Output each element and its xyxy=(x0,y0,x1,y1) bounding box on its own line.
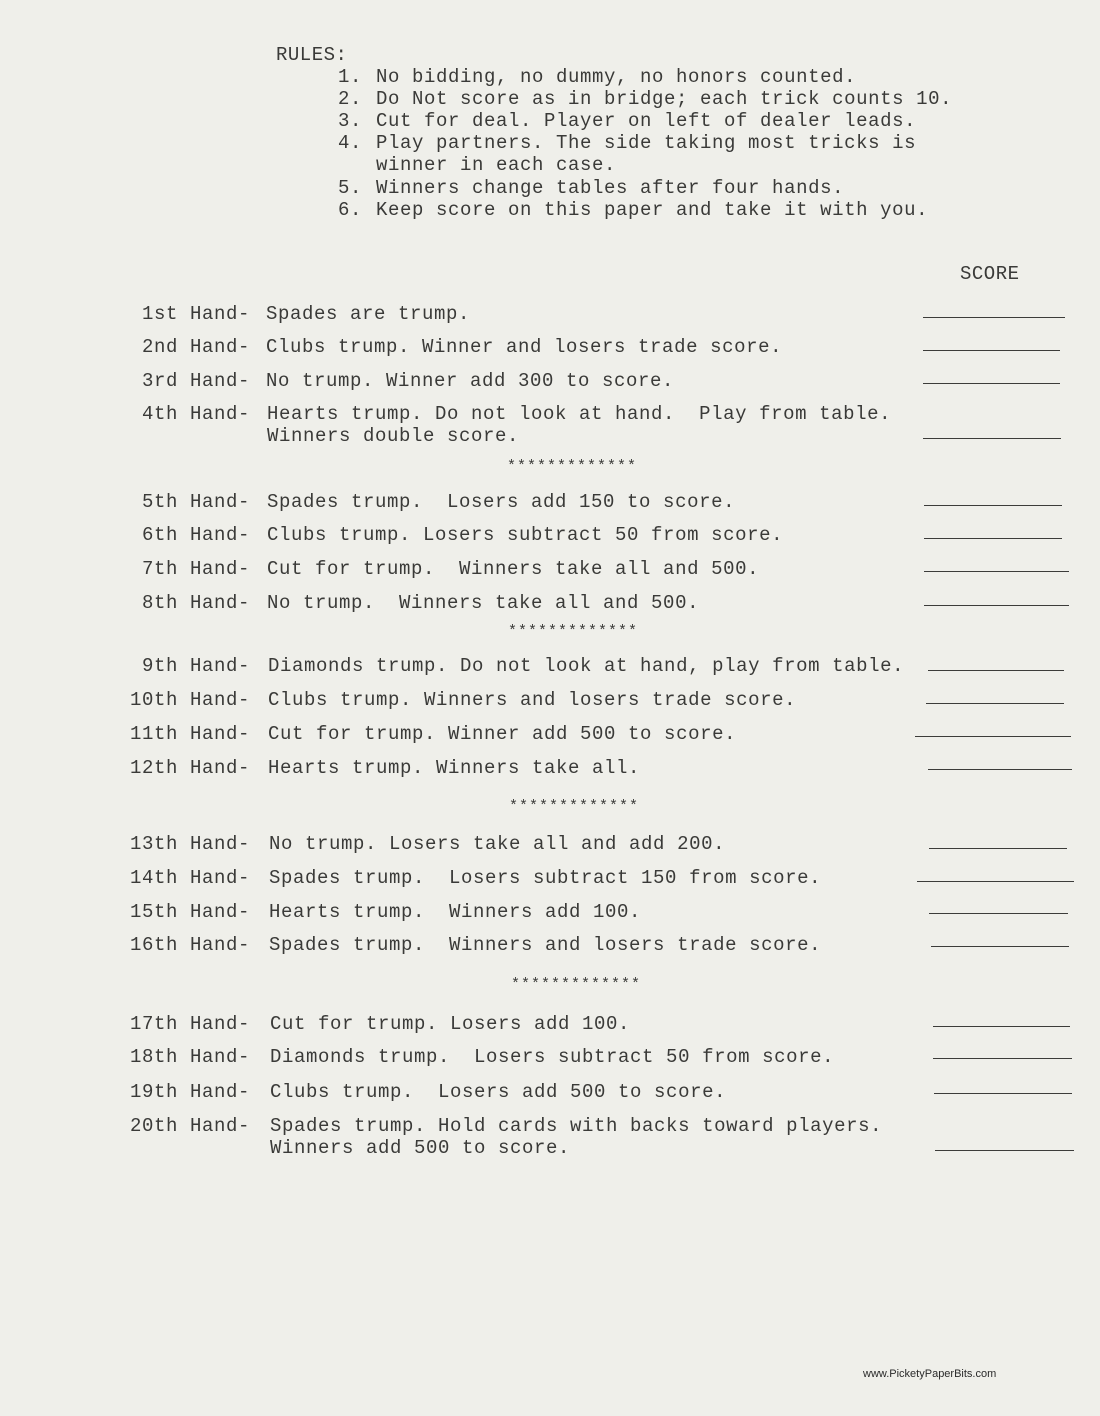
hand-rule: Clubs trump. Losers add 500 to score. xyxy=(270,1081,727,1103)
section-separator: ************* xyxy=(507,458,638,475)
hand-label: 10th Hand- xyxy=(130,689,251,711)
hand-rule: Clubs trump. Losers subtract 50 from score. xyxy=(267,524,784,546)
rule-item xyxy=(338,199,996,221)
section-separator: ************* xyxy=(508,623,639,640)
hand-label: 1st Hand- xyxy=(142,303,251,325)
rule-text: Play partners. The side taking most tricks is winner in each case. xyxy=(376,132,917,176)
score-entry-line[interactable] xyxy=(924,505,1062,506)
hand-label: 12th Hand- xyxy=(130,757,251,779)
rules-heading: RULES: xyxy=(276,44,348,66)
hand-rule: Hearts trump. Winners take all. xyxy=(268,757,641,779)
hand-rule: Cut for trump. Winners take all and 500. xyxy=(267,558,760,580)
score-entry-line[interactable] xyxy=(931,946,1069,947)
score-entry-line[interactable] xyxy=(935,1150,1074,1151)
score-entry-line[interactable] xyxy=(923,317,1065,318)
hand-rule: Spades trump. Losers add 150 to score. xyxy=(267,491,736,513)
hand-rule: Hearts trump. Winners add 100. xyxy=(269,901,642,923)
score-entry-line[interactable] xyxy=(934,1093,1072,1094)
hand-label: 20th Hand- xyxy=(130,1115,251,1137)
rule-text: Do Not score as in bridge; each trick counts 10. xyxy=(376,88,953,110)
hand-label: 19th Hand- xyxy=(130,1081,251,1103)
score-entry-line[interactable] xyxy=(928,670,1064,671)
rule-number: 6. xyxy=(338,199,363,221)
hand-label: 4th Hand- xyxy=(142,403,251,425)
hand-rule: Hearts trump. Do not look at hand. Play from table. Winners double score. xyxy=(267,403,892,447)
hand-label: 16th Hand- xyxy=(130,934,251,956)
rule-text: Winners change tables after four hands. xyxy=(376,177,845,199)
hand-rule: Spades are trump. xyxy=(266,303,471,325)
hand-label: 13th Hand- xyxy=(130,833,251,855)
hand-label: 6th Hand- xyxy=(142,524,251,546)
hand-label: 8th Hand- xyxy=(142,592,251,614)
rule-number: 5. xyxy=(338,177,363,199)
section-separator: ************* xyxy=(509,798,640,815)
hand-rule: No trump. Winner add 300 to score. xyxy=(266,370,675,392)
hand-rule: Spades trump. Hold cards with backs toward players. Winners add 500 to score. xyxy=(270,1115,883,1159)
rule-item xyxy=(338,66,996,88)
hand-label: 15th Hand- xyxy=(130,901,251,923)
hand-label: 7th Hand- xyxy=(142,558,251,580)
hand-label: 9th Hand- xyxy=(142,655,251,677)
rule-item xyxy=(338,132,956,176)
rule-item xyxy=(338,177,996,199)
rule-number: 2. xyxy=(338,88,363,110)
score-entry-line[interactable] xyxy=(926,703,1064,704)
rule-number: 3. xyxy=(338,110,363,132)
section-separator: ************* xyxy=(511,976,642,993)
hand-rule: Clubs trump. Winners and losers trade score. xyxy=(268,689,797,711)
hand-rule: No trump. Losers take all and add 200. xyxy=(269,833,726,855)
rule-text: Keep score on this paper and take it with you. xyxy=(376,199,929,221)
rule-text: Cut for deal. Player on left of dealer leads. xyxy=(376,110,917,132)
rule-number: 1. xyxy=(338,66,363,88)
hand-rule: Spades trump. Losers subtract 150 from score. xyxy=(269,867,822,889)
hand-rule: Diamonds trump. Do not look at hand, play from table. xyxy=(268,655,905,677)
score-entry-line[interactable] xyxy=(915,736,1071,737)
hand-label: 5th Hand- xyxy=(142,491,251,513)
score-entry-line[interactable] xyxy=(917,881,1074,882)
hand-rule: Clubs trump. Winner and losers trade score. xyxy=(266,336,783,358)
hand-label: 14th Hand- xyxy=(130,867,251,889)
hand-rule: Cut for trump. Losers add 100. xyxy=(270,1013,631,1035)
rule-text: No bidding, no dummy, no honors counted. xyxy=(376,66,857,88)
score-entry-line[interactable] xyxy=(929,848,1067,849)
score-entry-line[interactable] xyxy=(924,571,1069,572)
score-heading: SCORE xyxy=(960,263,1020,285)
score-entry-line[interactable] xyxy=(933,1058,1072,1059)
score-entry-line[interactable] xyxy=(929,913,1068,914)
score-entry-line[interactable] xyxy=(928,769,1072,770)
hand-rule: Spades trump. Winners and losers trade score. xyxy=(269,934,822,956)
hand-rule: Diamonds trump. Losers subtract 50 from score. xyxy=(270,1046,835,1068)
score-entry-line[interactable] xyxy=(933,1026,1070,1027)
hand-label: 3rd Hand- xyxy=(142,370,251,392)
rule-item xyxy=(338,88,996,110)
hand-label: 2nd Hand- xyxy=(142,336,251,358)
score-entry-line[interactable] xyxy=(923,383,1060,384)
hand-label: 11th Hand- xyxy=(130,723,251,745)
hand-label: 17th Hand- xyxy=(130,1013,251,1035)
score-entry-line[interactable] xyxy=(923,438,1061,439)
hand-rule: No trump. Winners take all and 500. xyxy=(267,592,700,614)
hand-label: 18th Hand- xyxy=(130,1046,251,1068)
score-entry-line[interactable] xyxy=(924,605,1069,606)
hand-rule: Cut for trump. Winner add 500 to score. xyxy=(268,723,737,745)
score-entry-line[interactable] xyxy=(923,350,1060,351)
rule-number: 4. xyxy=(338,132,363,154)
rule-item xyxy=(338,110,996,132)
score-entry-line[interactable] xyxy=(924,538,1062,539)
website-credit: www.PicketyPaperBits.com xyxy=(863,1368,997,1380)
